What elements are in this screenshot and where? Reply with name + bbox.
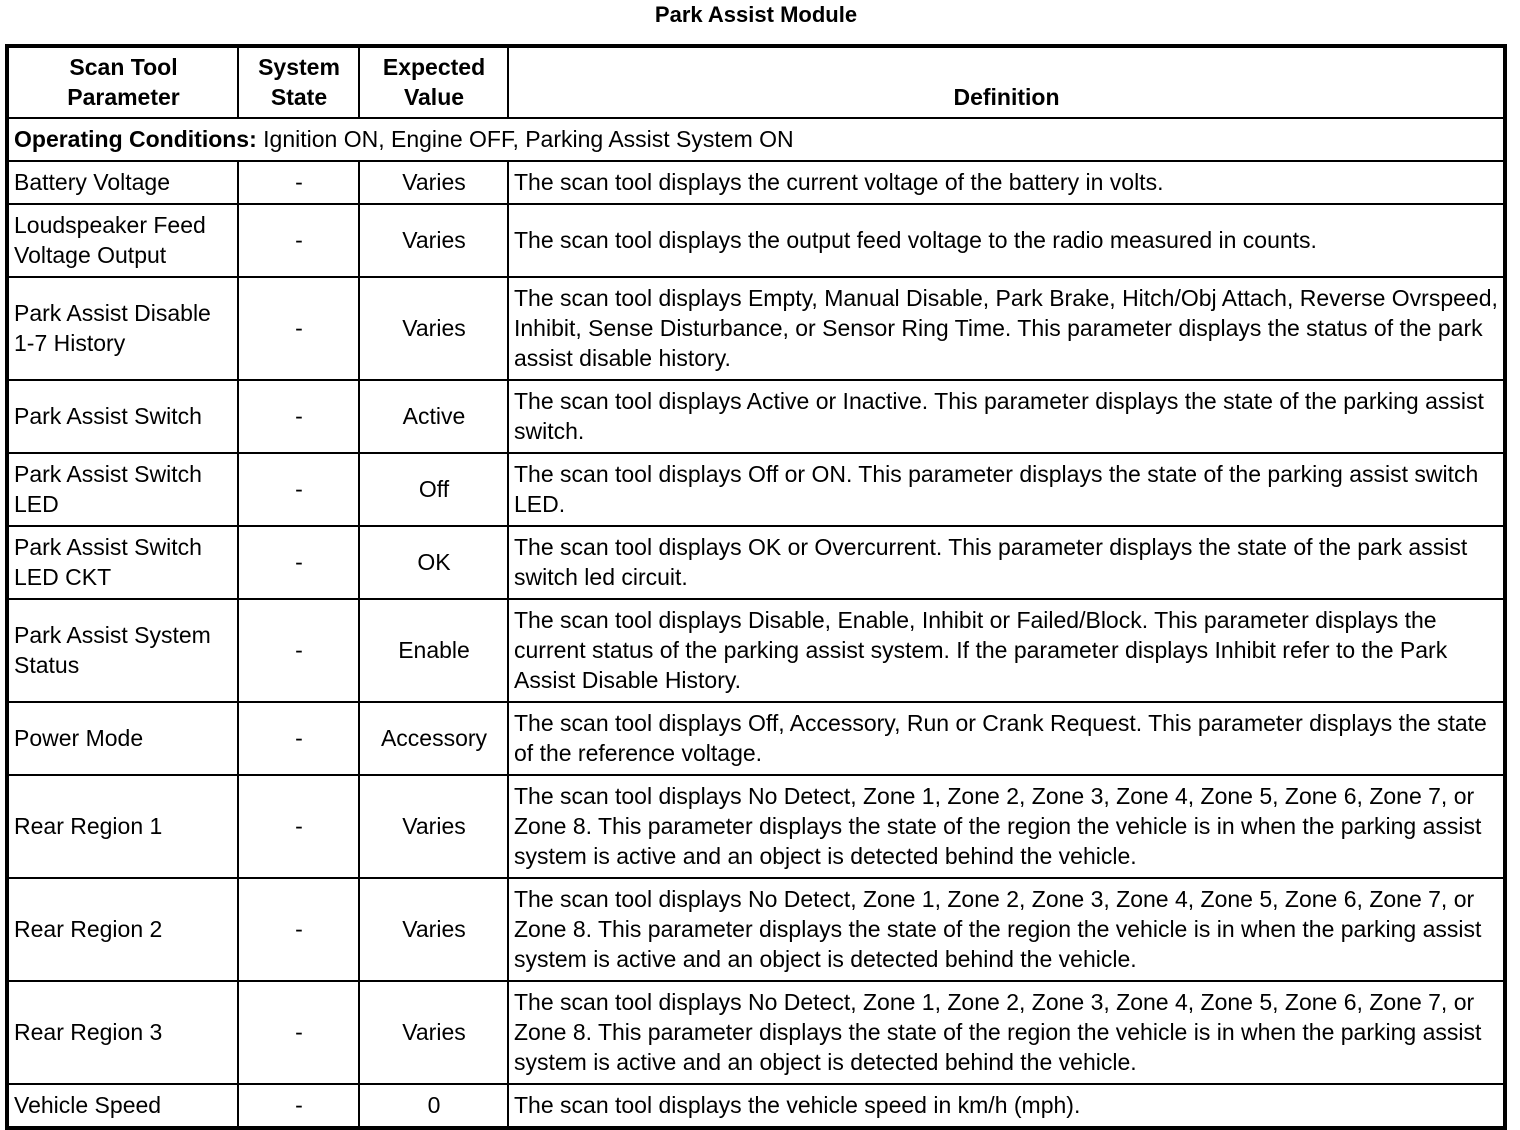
- table-row: [7, 702, 1505, 775]
- param-cell: Park Assist Switch: [7, 380, 238, 453]
- state-cell: -: [238, 204, 359, 277]
- definition-cell: The scan tool displays No Detect, Zone 1, Zone 2, Zone 3, Zone 4, Zone 5, Zone 6, Zone 7, or Zone 8. This parameter displays the state of the region the vehicle is in when the parking assist system is active and an object is detected behind the vehicle.: [508, 878, 1505, 981]
- table-row: [7, 526, 1505, 599]
- table-header-row: [7, 46, 1505, 118]
- state-cell: -: [238, 380, 359, 453]
- expected-cell: OK: [359, 526, 508, 599]
- state-cell: -: [238, 878, 359, 981]
- param-cell: Park Assist Switch LED CKT: [7, 526, 238, 599]
- operating-conditions-label: Operating Conditions:: [14, 126, 257, 152]
- param-cell: Rear Region 3: [7, 981, 238, 1084]
- header-definition: Definition: [508, 46, 1505, 118]
- expected-cell: 0: [359, 1084, 508, 1128]
- parameter-table: [5, 44, 1507, 1130]
- expected-cell: Varies: [359, 775, 508, 878]
- state-cell: -: [238, 1084, 359, 1128]
- table-row: [7, 277, 1505, 380]
- state-cell: -: [238, 775, 359, 878]
- definition-cell: The scan tool displays Disable, Enable, Inhibit or Failed/Block. This parameter displays the current status of the parking assist system. If the parameter displays Inhibit refer to the Park Assist Disable History.: [508, 599, 1505, 702]
- param-cell: Park Assist System Status: [7, 599, 238, 702]
- state-cell: -: [238, 453, 359, 526]
- state-cell: -: [238, 702, 359, 775]
- definition-cell: The scan tool displays Active or Inactive. This parameter displays the state of the parking assist switch.: [508, 380, 1505, 453]
- expected-cell: Varies: [359, 277, 508, 380]
- expected-cell: Enable: [359, 599, 508, 702]
- definition-cell: The scan tool displays Off, Accessory, Run or Crank Request. This parameter displays the state of the reference voltage.: [508, 702, 1505, 775]
- param-cell: Park Assist Disable 1-7 History: [7, 277, 238, 380]
- page-title: Park Assist Module: [654, 2, 858, 27]
- operating-conditions: [7, 118, 1505, 161]
- state-cell: -: [238, 981, 359, 1084]
- table-row: [7, 775, 1505, 878]
- param-cell: Rear Region 1: [7, 775, 238, 878]
- definition-cell: The scan tool displays Empty, Manual Disable, Park Brake, Hitch/Obj Attach, Reverse Ovrspeed, Inhibit, Sense Disturbance, or Sensor Ring Time. This parameter displays the status of the park assist disable history.: [508, 277, 1505, 380]
- table-row: [7, 161, 1505, 204]
- expected-cell: Active: [359, 380, 508, 453]
- expected-cell: Varies: [359, 981, 508, 1084]
- param-cell: Power Mode: [7, 702, 238, 775]
- expected-cell: Varies: [359, 878, 508, 981]
- table-row: [7, 204, 1505, 277]
- operating-conditions-text: Ignition ON, Engine OFF, Parking Assist System ON: [256, 126, 794, 152]
- definition-cell: The scan tool displays the vehicle speed in km/h (mph).: [508, 1084, 1505, 1128]
- expected-cell: Varies: [359, 161, 508, 204]
- state-cell: -: [238, 277, 359, 380]
- header-system-state: System State: [238, 46, 359, 118]
- param-cell: Loudspeaker Feed Voltage Output: [7, 204, 238, 277]
- expected-cell: Varies: [359, 204, 508, 277]
- definition-cell: The scan tool displays No Detect, Zone 1, Zone 2, Zone 3, Zone 4, Zone 5, Zone 6, Zone 7, or Zone 8. This parameter displays the state of the region the vehicle is in when the parking assist system is active and an object is detected behind the vehicle.: [508, 981, 1505, 1084]
- definition-cell: The scan tool displays No Detect, Zone 1, Zone 2, Zone 3, Zone 4, Zone 5, Zone 6, Zone 7, or Zone 8. This parameter displays the state of the region the vehicle is in when the parking assist system is active and an object is detected behind the vehicle.: [508, 775, 1505, 878]
- expected-cell: Accessory: [359, 702, 508, 775]
- state-cell: -: [238, 161, 359, 204]
- table-row: [7, 981, 1505, 1084]
- state-cell: -: [238, 526, 359, 599]
- header-parameter: Scan Tool Parameter: [7, 46, 238, 118]
- table-row: [7, 878, 1505, 981]
- header-expected-value: Expected Value: [359, 46, 508, 118]
- operating-conditions-row: [7, 118, 1505, 161]
- param-cell: Rear Region 2: [7, 878, 238, 981]
- param-cell: Vehicle Speed: [7, 1084, 238, 1128]
- table-row: [7, 380, 1505, 453]
- definition-cell: The scan tool displays the output feed voltage to the radio measured in counts.: [508, 204, 1505, 277]
- definition-cell: The scan tool displays OK or Overcurrent. This parameter displays the state of the park assist switch led circuit.: [508, 526, 1505, 599]
- param-cell: Park Assist Switch LED: [7, 453, 238, 526]
- table-row: [7, 599, 1505, 702]
- table-row: [7, 453, 1505, 526]
- table-row: [7, 1084, 1505, 1128]
- param-cell: Battery Voltage: [7, 161, 238, 204]
- definition-cell: The scan tool displays Off or ON. This parameter displays the state of the parking assist switch LED.: [508, 453, 1505, 526]
- expected-cell: Off: [359, 453, 508, 526]
- definition-cell: The scan tool displays the current voltage of the battery in volts.: [508, 161, 1505, 204]
- state-cell: -: [238, 599, 359, 702]
